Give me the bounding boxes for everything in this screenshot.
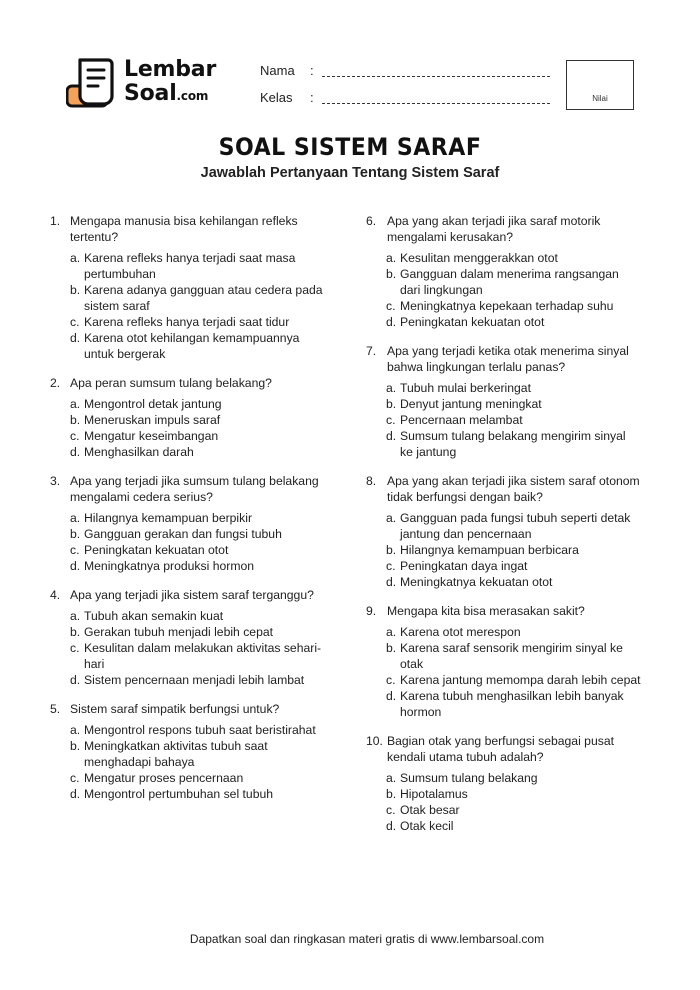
class-colon: :: [310, 90, 314, 105]
option-letter: a.: [70, 511, 81, 525]
answer-option[interactable]: [70, 510, 325, 526]
option-text: Peningkatan kekuatan otot: [84, 543, 229, 557]
answer-option[interactable]: [70, 640, 325, 672]
answer-option[interactable]: [386, 250, 641, 266]
option-text: Tubuh akan semakin kuat: [84, 609, 224, 623]
option-letter: d.: [70, 559, 81, 573]
answer-option[interactable]: [70, 558, 325, 574]
answer-options: [50, 722, 325, 802]
option-letter: b.: [70, 739, 81, 753]
answer-options: [366, 380, 641, 460]
option-letter: c.: [386, 413, 396, 427]
logo-line-1: Lembar: [124, 57, 217, 82]
question-number: 4.: [50, 588, 61, 602]
question-row: [366, 343, 641, 375]
answer-option[interactable]: [386, 298, 641, 314]
question-number: 8.: [366, 474, 377, 488]
question-item: [50, 375, 325, 460]
option-text: Otak besar: [400, 803, 460, 817]
option-letter: c.: [386, 803, 396, 817]
question-row: [50, 587, 325, 603]
option-letter: a.: [70, 397, 81, 411]
answer-options: [366, 624, 641, 720]
answer-option[interactable]: [70, 770, 325, 786]
option-text: Hilangnya kemampuan berpikir: [84, 511, 253, 525]
answer-option[interactable]: [70, 314, 325, 330]
option-letter: c.: [70, 771, 80, 785]
option-letter: a.: [386, 251, 397, 265]
answer-options: [50, 510, 325, 574]
question-text: Apa yang akan terjadi jika sistem saraf otonom tidak berfungsi dengan baik?: [387, 474, 640, 504]
questions-column-right: [366, 213, 641, 847]
answer-option[interactable]: [70, 412, 325, 428]
page-title: SOAL SISTEM SARAF: [218, 133, 482, 161]
answer-option[interactable]: [70, 330, 325, 362]
option-letter: b.: [386, 543, 397, 557]
question-number: 6.: [366, 214, 377, 228]
option-text: Meningkatkan aktivitas tubuh saat menghadapi bahaya: [84, 739, 268, 769]
question-number: 2.: [50, 376, 61, 390]
answer-option[interactable]: [386, 396, 641, 412]
name-blank-line[interactable]: [322, 76, 550, 77]
option-letter: b.: [386, 787, 397, 801]
option-text: Mengatur keseimbangan: [84, 429, 219, 443]
answer-option[interactable]: [386, 412, 641, 428]
option-letter: a.: [70, 609, 81, 623]
answer-option[interactable]: [386, 624, 641, 640]
question-text: Mengapa kita bisa merasakan sakit?: [387, 604, 585, 618]
answer-option[interactable]: [70, 282, 325, 314]
answer-options: [366, 510, 641, 590]
answer-option[interactable]: [70, 608, 325, 624]
answer-option[interactable]: [70, 444, 325, 460]
question-number: 3.: [50, 474, 61, 488]
answer-option[interactable]: [386, 786, 641, 802]
option-text: Sumsum tulang belakang: [400, 771, 538, 785]
option-text: Kesulitan dalam melakukan aktivitas sehari-hari: [84, 641, 322, 671]
question-item: [366, 213, 641, 330]
logo-soal: Soal: [124, 81, 177, 106]
answer-option[interactable]: [386, 380, 641, 396]
option-text: Kesulitan menggerakkan otot: [400, 251, 558, 265]
score-label: Nilai: [592, 94, 608, 103]
answer-option[interactable]: [386, 428, 641, 460]
answer-option[interactable]: [70, 722, 325, 738]
option-letter: b.: [386, 641, 397, 655]
option-letter: c.: [386, 673, 396, 687]
question-row: [50, 375, 325, 391]
answer-option[interactable]: [386, 314, 641, 330]
name-label: Nama: [260, 63, 295, 78]
option-text: Pencernaan melambat: [400, 413, 523, 427]
option-letter: d.: [386, 689, 397, 703]
option-letter: c.: [70, 429, 80, 443]
option-letter: a.: [70, 723, 81, 737]
option-letter: d.: [386, 575, 397, 589]
option-letter: a.: [386, 511, 397, 525]
option-letter: a.: [386, 771, 397, 785]
question-item: [50, 587, 325, 688]
option-text: Hilangnya kemampuan berbicara: [400, 543, 579, 557]
answer-option[interactable]: [70, 428, 325, 444]
option-letter: d.: [386, 819, 397, 833]
answer-option[interactable]: [386, 688, 641, 720]
question-row: [50, 701, 325, 717]
logo-domain: .com: [176, 89, 209, 103]
question-text: Mengapa manusia bisa kehilangan refleks tertentu?: [70, 214, 298, 244]
answer-option[interactable]: [70, 624, 325, 640]
answer-option[interactable]: [386, 510, 641, 542]
option-text: Gangguan gerakan dan fungsi tubuh: [84, 527, 282, 541]
option-text: Sistem pencernaan menjadi lebih lambat: [84, 673, 305, 687]
option-letter: d.: [70, 787, 81, 801]
option-letter: c.: [70, 543, 80, 557]
option-letter: b.: [70, 413, 81, 427]
logo-line-2: [124, 82, 216, 108]
option-letter: a.: [386, 381, 397, 395]
logo-wordmark: [124, 58, 216, 108]
question-text: Sistem saraf simpatik berfungsi untuk?: [70, 702, 280, 716]
answer-options: [366, 770, 641, 834]
question-text: Apa peran sumsum tulang belakang?: [70, 376, 272, 390]
option-text: Gangguan dalam menerima rangsangan dari lingkungan: [400, 267, 619, 297]
answer-options: [366, 250, 641, 330]
class-blank-line[interactable]: [322, 103, 550, 104]
question-item: [50, 473, 325, 574]
answer-option[interactable]: [386, 818, 641, 834]
answer-option[interactable]: [386, 640, 641, 672]
option-text: Sumsum tulang belakang mengirim sinyal ke jantung: [400, 429, 626, 459]
option-text: Meningkatnya kepekaan terhadap suhu: [400, 299, 614, 313]
option-letter: b.: [70, 283, 81, 297]
class-label: Kelas: [260, 90, 293, 105]
option-text: Gerakan tubuh menjadi lebih cepat: [84, 625, 274, 639]
option-text: Meningkatnya kekuatan otot: [400, 575, 553, 589]
option-text: Hipotalamus: [400, 787, 468, 801]
option-text: Mengatur proses pencernaan: [84, 771, 244, 785]
option-letter: a.: [386, 625, 397, 639]
option-letter: d.: [70, 331, 81, 345]
option-text: Karena saraf sensorik mengirim sinyal ke otak: [400, 641, 623, 671]
footer-note: Dapatkan soal dan ringkasan materi gratis di www.lembarsoal.com: [189, 932, 545, 946]
answer-option[interactable]: [70, 526, 325, 542]
option-text: Meneruskan impuls saraf: [84, 413, 221, 427]
question-row: [366, 733, 641, 765]
logo-paper-icon: [66, 56, 116, 108]
answer-option[interactable]: [386, 558, 641, 574]
option-text: Karena refleks hanya terjadi saat tidur: [84, 315, 290, 329]
question-item: [50, 701, 325, 802]
answer-options: [50, 396, 325, 460]
score-box[interactable]: [566, 60, 634, 110]
option-text: Denyut jantung meningkat: [400, 397, 542, 411]
option-text: Karena tubuh menghasilkan lebih banyak hormon: [400, 689, 624, 719]
option-letter: b.: [70, 625, 81, 639]
question-row: [366, 213, 641, 245]
name-colon: :: [310, 63, 314, 78]
answer-option[interactable]: [70, 396, 325, 412]
option-letter: c.: [386, 559, 396, 573]
option-text: Karena refleks hanya terjadi saat masa pertumbuhan: [84, 251, 296, 281]
answer-option[interactable]: [386, 574, 641, 590]
question-row: [366, 473, 641, 505]
option-letter: a.: [70, 251, 81, 265]
answer-options: [50, 250, 325, 362]
question-item: [366, 343, 641, 460]
option-text: Meningkatnya produksi hormon: [84, 559, 255, 573]
option-letter: d.: [70, 673, 81, 687]
option-letter: d.: [70, 445, 81, 459]
option-letter: b.: [386, 397, 397, 411]
option-letter: b.: [70, 527, 81, 541]
question-item: [366, 603, 641, 720]
option-letter: b.: [386, 267, 397, 281]
option-letter: d.: [386, 315, 397, 329]
question-row: [50, 213, 325, 245]
option-letter: c.: [70, 641, 80, 655]
question-number: 9.: [366, 604, 377, 618]
answer-option[interactable]: [386, 542, 641, 558]
answer-option[interactable]: [70, 738, 325, 770]
answer-option[interactable]: [70, 786, 325, 802]
question-text: Apa yang terjadi ketika otak menerima sinyal bahwa lingkungan terlalu panas?: [387, 344, 629, 374]
question-row: [366, 603, 641, 619]
option-text: Peningkatan kekuatan otot: [400, 315, 545, 329]
answer-option[interactable]: [386, 802, 641, 818]
option-text: Mengontrol respons tubuh saat beristirahat: [84, 723, 316, 737]
page-subtitle: Jawablah Pertanyaan Tentang Sistem Saraf: [200, 165, 500, 181]
option-text: Mengontrol pertumbuhan sel tubuh: [84, 787, 274, 801]
option-text: Peningkatan daya ingat: [400, 559, 528, 573]
answer-option[interactable]: [70, 542, 325, 558]
answer-options: [50, 608, 325, 688]
answer-option[interactable]: [70, 672, 325, 688]
option-text: Karena adanya gangguan atau cedera pada sistem saraf: [84, 283, 323, 313]
question-text: Bagian otak yang berfungsi sebagai pusat kendali utama tubuh adalah?: [387, 734, 614, 764]
option-text: Karena jantung memompa darah lebih cepat: [400, 673, 641, 687]
option-letter: d.: [386, 429, 397, 443]
logo: [66, 54, 216, 110]
question-number: 10.: [366, 734, 383, 748]
question-text: Apa yang terjadi jika sumsum tulang belakang mengalami cedera serius?: [70, 474, 319, 504]
question-item: [366, 733, 641, 834]
answer-option[interactable]: [70, 250, 325, 282]
option-text: Tubuh mulai berkeringat: [400, 381, 531, 395]
question-item: [50, 213, 325, 362]
answer-option[interactable]: [386, 266, 641, 298]
questions-column-left: [50, 213, 325, 815]
question-row: [50, 473, 325, 505]
option-letter: c.: [386, 299, 396, 313]
question-number: 5.: [50, 702, 61, 716]
question-number: 1.: [50, 214, 61, 228]
option-letter: c.: [70, 315, 80, 329]
question-text: Apa yang akan terjadi jika saraf motorik mengalami kerusakan?: [387, 214, 601, 244]
question-number: 7.: [366, 344, 377, 358]
option-text: Karena otot kehilangan kemampuannya untuk bergerak: [84, 331, 300, 361]
option-text: Karena otot merespon: [400, 625, 521, 639]
option-text: Gangguan pada fungsi tubuh seperti detak jantung dan pencernaan: [400, 511, 631, 541]
answer-option[interactable]: [386, 770, 641, 786]
question-text: Apa yang terjadi jika sistem saraf terganggu?: [70, 588, 314, 602]
option-text: Menghasilkan darah: [84, 445, 194, 459]
option-text: Otak kecil: [400, 819, 454, 833]
option-text: Mengontrol detak jantung: [84, 397, 222, 411]
question-item: [366, 473, 641, 590]
answer-option[interactable]: [386, 672, 641, 688]
